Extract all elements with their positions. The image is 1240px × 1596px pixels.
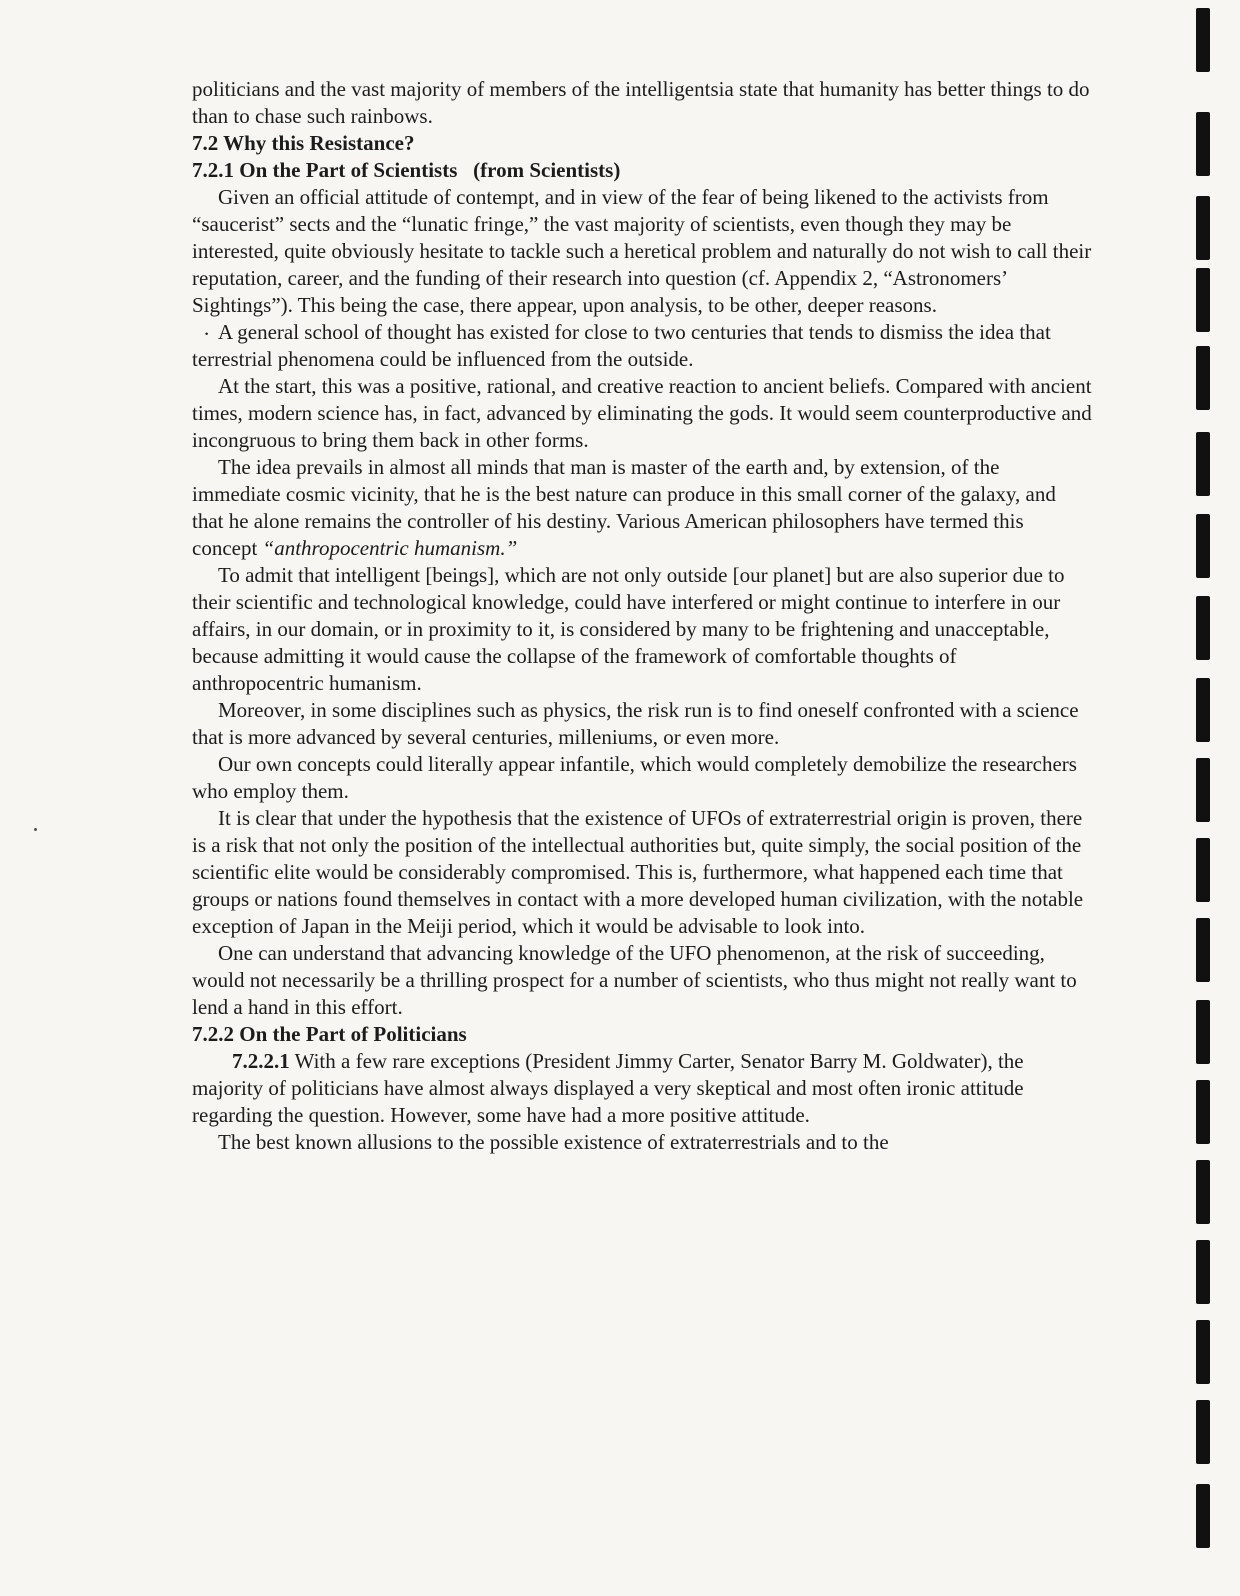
binder-hole	[1196, 758, 1210, 822]
paragraph-official-attitude: Given an official attitude of contempt, and in view of the fear of being likened to the activists from “saucerist” sects and the “lunatic fringe,” the vast majority of scientists, even though they may be interested, quite obviously hesitate to tackle such a heretical problem and naturally do not wish to call their reputation, career, and the funding of their research into question (cf. Appendix 2, “Astronomers’ Sightings”). This being the case, there appear, upon analysis, to be other, deeper reasons.	[192, 185, 1092, 317]
binder-hole	[1196, 196, 1210, 260]
paragraph-it-is-clear: It is clear that under the hypothesis that the existence of UFOs of extraterrestrial origin is proven, there is a risk that not only the position of the intellectual authorities but, quite simply, the social position of the scientific elite would be considerably compromised. This is, furthermore, what happened each time that groups or nations found themselves in contact with a more developed human civilization, with the notable exception of Japan in the Meiji period, which it would be advisable to look into.	[192, 806, 1084, 938]
binder-hole	[1196, 1160, 1210, 1224]
binder-hole	[1196, 432, 1210, 496]
document-page	[192, 76, 1092, 1156]
binder-hole	[1196, 1320, 1210, 1384]
paragraph-7-2-2-1	[192, 1048, 1092, 1129]
binder-holes	[1196, 0, 1226, 1596]
paragraph-to-admit: To admit that intelligent [beings], which are not only outside [our planet] but are also superior due to their scientific and technological knowledge, could have interfered or might continue to interfere in our affairs, in our domain, or in proximity to it, is considered by many to be frightening and unacceptable, because admitting it would cause the collapse of the framework of comfortable thoughts of anthropocentric humanism.	[192, 563, 1065, 695]
binder-hole	[1196, 1240, 1210, 1304]
anthropocentric-humanism-term: “anthropocentric humanism.”	[262, 536, 518, 560]
paragraph-moreover: Moreover, in some disciplines such as physics, the risk run is to find oneself confronted with a science that is more advanced by several centuries, milleniums, or even more.	[192, 698, 1079, 749]
section-heading-7-2-1: 7.2.1 On the Part of Scientists (from Scientists)	[192, 158, 621, 182]
paragraph-school-of-thought: . A general school of thought has existed for close to two centuries that tends to dismiss the idea that terrestrial phenomena could be influenced from the outside.	[192, 319, 1092, 373]
section-heading-7-2-2: 7.2.2 On the Part of Politicians	[192, 1022, 467, 1046]
binder-hole	[1196, 268, 1210, 332]
binder-hole	[1196, 1080, 1210, 1144]
paragraph-at-the-start: At the start, this was a positive, rational, and creative reaction to ancient beliefs. Compared with ancient times, modern science has, in fact, advanced by eliminating the gods. It would seem counterproductive and incongruous to bring them back in other forms.	[192, 374, 1092, 452]
binder-hole	[1196, 1000, 1210, 1064]
scan-speck	[34, 828, 37, 831]
paragraph-idea-prevails-text: The idea prevails in almost all minds that man is master of the earth and, by extension, of the immediate cosmic vicinity, that he is the best nature can produce in this small corner of the galaxy, and that he alone remains the controller of his destiny. Various American philosophers have termed this concept	[192, 455, 1056, 560]
binder-hole	[1196, 8, 1210, 72]
paragraph-best-known-allusions: The best known allusions to the possible existence of extraterrestrials and to the	[218, 1130, 889, 1154]
section-heading-7-2: 7.2 Why this Resistance?	[192, 131, 415, 155]
paragraph-own-concepts: Our own concepts could literally appear infantile, which would completely demobilize the researchers who employ them.	[192, 752, 1077, 803]
binder-hole	[1196, 1400, 1210, 1464]
binder-hole	[1196, 112, 1210, 176]
binder-hole	[1196, 514, 1210, 578]
binder-hole	[1196, 346, 1210, 410]
paragraph-idea-prevails	[192, 454, 1092, 562]
binder-hole	[1196, 596, 1210, 660]
binder-hole	[1196, 918, 1210, 982]
intro-paragraph: politicians and the vast majority of members of the intelligentsia state that humanity has better things to do than to chase such rainbows.	[192, 77, 1090, 128]
subsection-number-7-2-2-1: 7.2.2.1	[232, 1049, 290, 1073]
binder-hole	[1196, 1484, 1210, 1548]
paragraph-one-can-understand: One can understand that advancing knowledge of the UFO phenomenon, at the risk of succeeding, would not necessarily be a thrilling prospect for a number of scientists, who thus might not really want to lend a hand in this effort.	[192, 941, 1077, 1019]
binder-hole	[1196, 838, 1210, 902]
binder-hole	[1196, 678, 1210, 742]
paragraph-7-2-2-1-text: With a few rare exceptions (President Jimmy Carter, Senator Barry M. Goldwater), the majority of politicians have almost always displayed a very skeptical and most often ironic attitude regarding the question. However, some have had a more positive attitude.	[192, 1049, 1024, 1127]
